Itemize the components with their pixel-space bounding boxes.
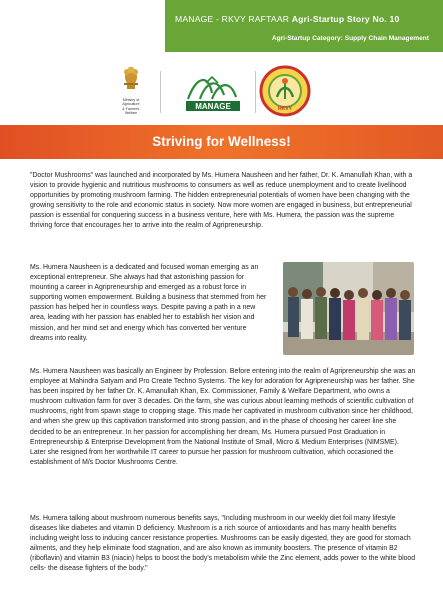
story-number: Agri-Startup Story No. 10 [291, 14, 400, 24]
ministry-logo [116, 65, 146, 117]
article-paragraph-3: Ms. Humera Nausheen was basically an Engineer by Profession. Before entering into the realm of Agripreneurship she was an employee at Mahindra Satyam and Pro Create Techno Systems. The key for adoration for Agripreneurship was her father. She has been inspired by her father Dr. K. Amanullah Khan, Ex. Commissioner, Family & Welfare Department, who owns a mushroom cultivation farm for over 3 decades. On the farm, she was curious about learning methods of scientific cultivation of mushrooms, right from spawn stage to cropping stage. This made her captivated in mushroom cultivation since her childhood, and when she grew up this captivation transformed into strong passion, and in the phase of choosing her career line she decided to be an entrepreneur. In her passion for accomplishing her dream, Ms. Humera pursued Post Graduation in Entrepreneurship & Enterprise Development from the National Institute of Small, Micro & Medium Enterprises (NIMSME). Later she resigned from her worthwhile IT career to pursue her passion for mushroom cultivation, which occasioned the establishment of M/s Doctor Mushrooms Centre. [30, 368, 416, 466]
entrepreneur-group-photo [283, 262, 414, 355]
story-series-title [175, 14, 399, 24]
article-paragraph-2: Ms. Humera Nausheen is a dedicated and focused woman emerging as an exceptional entrepreneur. She always had that astonishing passion for mounting a career in Agripreneurship and emerged as a robust force in supporting women empowerment. Building a business that stemmed from her passion has helped her in countless ways. Despite paving a path in a new area, leading with her passion has enabled her to establish her vision and mission, and her mind set and energy which has converted her venture dreams into reality. [30, 264, 267, 342]
ministry-caption-2: & Farmers' Welfare [122, 106, 140, 116]
article-paragraph-1: "Doctor Mushrooms" was launched and incorporated by Ms. Humera Nausheen and her father, Dr. K. Amanullah Khan, with a vision to provide hygienic and nutritious mushrooms to consumers as well as reduce unemployment and to create livelihood opportunities by promoting mushroom farming. The hidden entrepreneurial potentials of women have been changing with the growing sensitivity to the role and economic status in society. Now more women are engaged in business, but entrepreneurial passion is essential for conquering success in a business venture, here with Ms. Humera, the passion was the supreme thriving force that encourages her to arrive into the realm of Agripreneurship. [30, 172, 413, 230]
national-emblem-icon [121, 65, 141, 91]
manage-logo [178, 69, 248, 115]
logo-divider [160, 71, 161, 113]
title-banner [0, 125, 443, 159]
manage-logo-text: MANAGE [195, 102, 231, 111]
page-title: Striving for Wellness! [152, 134, 291, 149]
group-photo-image [283, 262, 414, 355]
rkvy-logo [259, 65, 311, 117]
series-prefix: MANAGE - RKVY RAFTAAR [175, 14, 292, 24]
logo-divider [255, 71, 256, 113]
logo-row [0, 55, 443, 125]
header-band [165, 0, 443, 52]
startup-category: Agri-Startup Category: Supply Chain Management [271, 35, 429, 42]
ministry-caption-1: Ministry of Agriculture [122, 98, 140, 107]
article-paragraph-4: Ms. Humera talking about mushroom numerous benefits says, "Including mushroom in our weekly diet foil many lifestyle diseases like diabetes and vitamin D deficiency. Mushroom is a rich source of antioxidants and has many health benefits including weight loss to inducing cancer resistance properties. Mushrooms can be easily digested, they are good for stomach ailments, and they help eliminate food stagnation, and are also known as immunity boosters. The presence of vitamin B2 (riboflavin) and vitamin B3 (niacin) helps to boost the body's metabolism while the Zinc element, adds power to the white blood cells- the disease fighters of the body." [30, 515, 416, 573]
rkvy-logo-text: RKVY [278, 106, 292, 112]
